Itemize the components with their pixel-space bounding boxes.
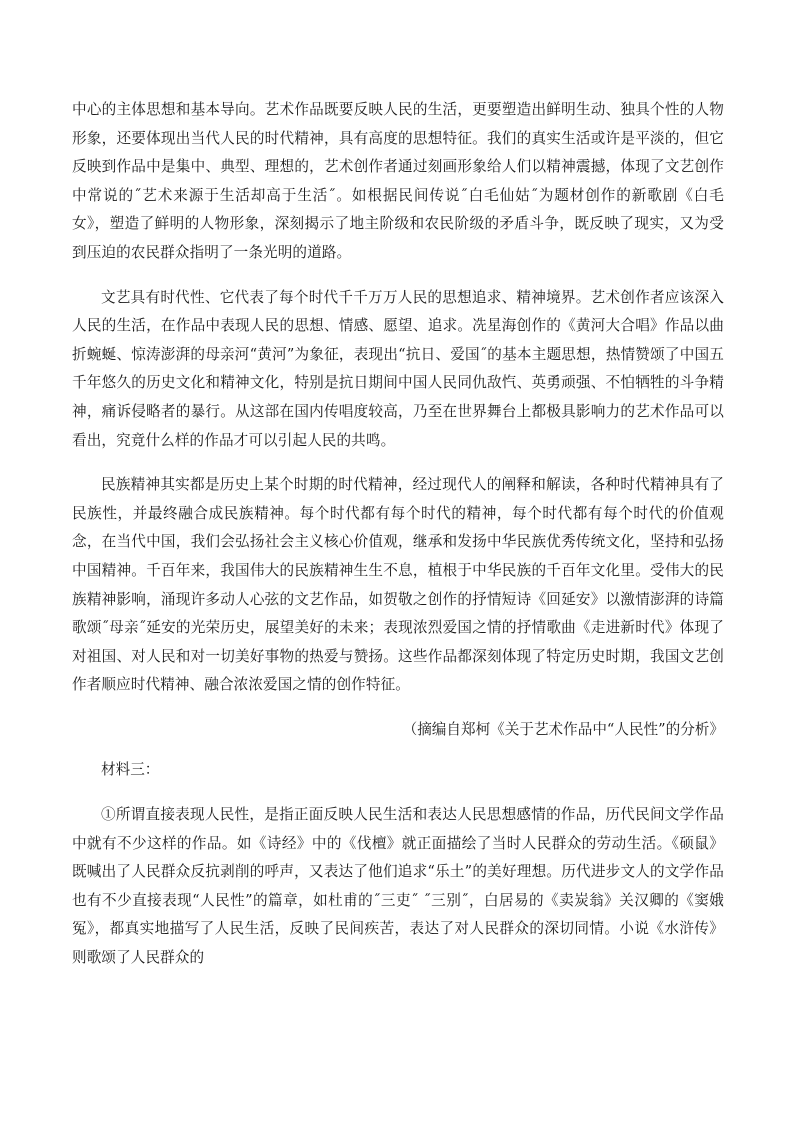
- document-page: [72, 96, 724, 989]
- source-citation: （摘编自郑柯《关于艺术作品中“人民性”的分析》: [402, 720, 724, 738]
- paragraph-national-spirit: 民族精神其实都是历史上某个时期的时代精神，经过现代人的阐释和解读，各种时代精神具有了民族性，并最终融合成民族精神。每个时代都有每个时代的精神，每个时代都有每个时代的价值观念，在当代中国，我们会弘扬社会主义核心价值观，继承和发扬中华民族优秀传统文化，坚持和弘扬中国精神。千百年来，我国伟大的民族精神生生不息，植根于中华民族的千百年文化里。受伟大的民族精神影响，涌现许多动人心弦的文艺作品，如贺敬之创作的抒情短诗《回延安》以激情澎湃的诗篇歌颂˝母亲˝延安的光荣历史，展望美好的未来；表现浓烈爱国之情的抒情歌曲《走进新时代》体现了对祖国、对人民和对一切美好事物的热爱与赞扬。这些作品都深刻体现了特定历史时期，我国文艺创作者顺应时代精神、融合浓浓爱国之情的创作特征。: [72, 476, 724, 694]
- paragraph-era: 文艺具有时代性、它代表了每个时代千千万万人民的思想追求、精神境界。艺术创作者应该深入人民的生活，在作品中表现人民的思想、情感、愿望、追求。冼星海创作的《黄河大合唱》作品以曲折蜿蜒、惊涛澎湃的母亲河“黄河”为象征，表现出“抗日、爱国˝的基本主题思想，热情赞颂了中国五千年悠久的历史文化和精神文化，特别是抗日期间中国人民同仇敌忾、英勇顽强、不怕牺牲的斗争精神，痛诉侵略者的暴行。从这部在国内传唱度较高，乃至在世界舞台上都极具影响力的艺术作品可以看出，究竟什么样的作品才可以引起人民的共鸣。: [72, 288, 724, 449]
- paragraph-continuation: 中心的主体思想和基本导向。艺术作品既要反映人民的生活，更要塑造出鲜明生动、独具个性的人物形象，还要体现出当代人民的时代精神，具有高度的思想特征。我们的真实生活或许是平淡的，但它反映到作品中是集中、典型、理想的，艺术创作者通过刻画形象给人们以精神震撼，体现了文艺创作中常说的˝艺术来源于生活却高于生活˝。如根据民间传说˝白毛仙姑˝为题材创作的新歌剧《白毛女》，塑造了鲜明的人物形象，深刻揭示了地主阶级和农民阶级的矛盾斗争，既反映了现实，又为受到压迫的农民群众指明了一条光明的道路。: [72, 101, 724, 261]
- section-heading-material-3: 材料三：: [101, 761, 160, 779]
- paragraph-material-3: ①所谓直接表现人民性，是指正面反映人民生活和表达人民思想感情的作品，历代民间文学作品中就有不少这样的作品。如《诗经》中的《伐檀》就正面描绘了当时人民群众的劳动生活。《硕鼠》既喊出了人民群众反抗剥削的呼声，又表达了他们追求“乐土”的美好理想。历代进步文人的文学作品也有不少直接表现“人民性”的篇章，如杜甫的˝三吏˝ ˝三别˝，白居易的《卖炭翁》关汉卿的《窦娥冤》，都真实地描写了人民生活，反映了民间疾苦，表达了对人民群众的深切同情。小说《水浒传》则歌颂了人民群众的: [72, 806, 724, 967]
